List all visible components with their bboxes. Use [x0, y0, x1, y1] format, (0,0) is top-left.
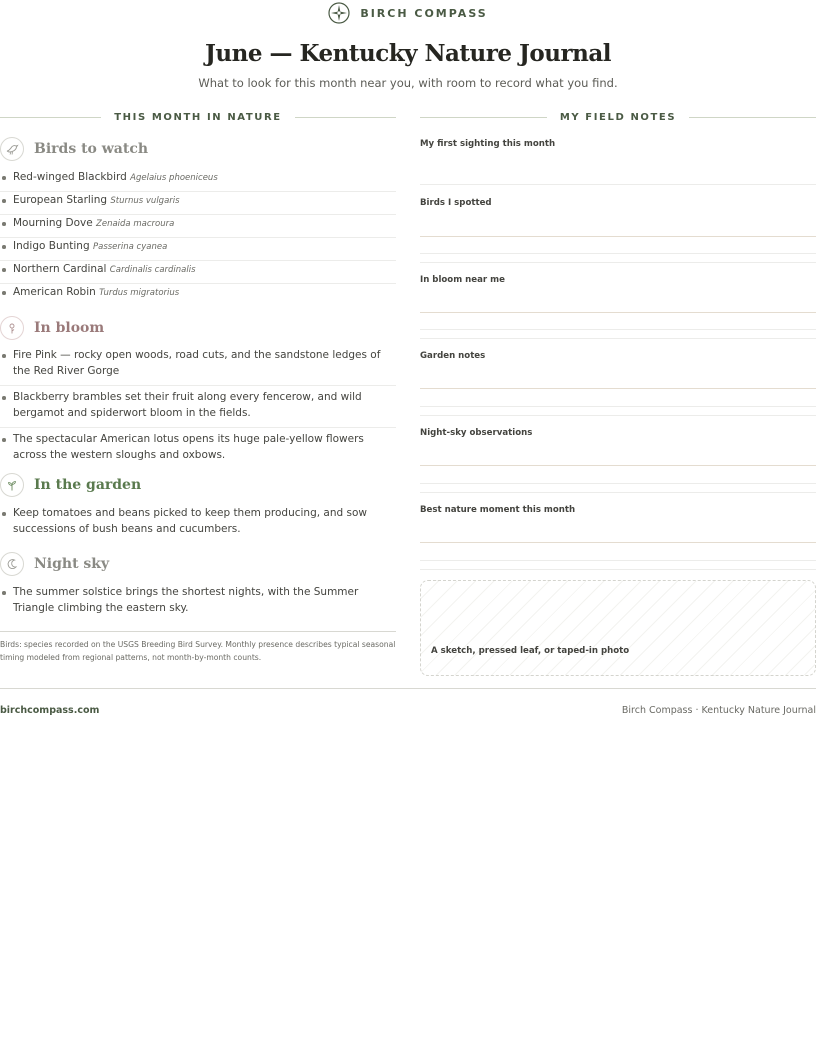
sketch-label: A sketch, pressed leaf, or taped-in photo	[431, 646, 630, 656]
bird-name: Mourning Dove	[13, 217, 93, 229]
field-in-bloom[interactable]	[420, 275, 816, 285]
field-best-moment[interactable]	[420, 505, 816, 515]
scientific-name: Passerina cyanea	[92, 242, 168, 252]
page-title: June — Kentucky Nature Journal	[205, 40, 611, 67]
list-item	[0, 284, 396, 307]
bird-name: Indigo Bunting	[13, 240, 90, 252]
section-bloom-title: In bloom	[34, 320, 105, 336]
scientific-name: Cardinalis cardinalis	[109, 265, 196, 275]
garden-list	[0, 505, 396, 546]
footnote: Birds: species recorded on the USGS Breeding Bird Survey. Monthly presence describes typical seasonal timing modeled from regional patterns, not month-by-month counts.	[0, 631, 396, 664]
write-line[interactable]	[420, 569, 816, 570]
right-column-heading	[420, 110, 816, 124]
footer-link[interactable]: birchcompass.com	[0, 705, 100, 716]
list-item	[0, 192, 396, 215]
moon-icon	[0, 552, 24, 576]
list-item: Blackberry brambles set their fruit along every fencerow, and wild bergamot and spiderwort bloom in the fields.	[0, 389, 396, 428]
field-label: Best nature moment this month	[420, 505, 576, 515]
sketch-box[interactable]	[420, 580, 816, 676]
bird-name: Northern Cardinal	[13, 263, 107, 275]
scientific-name: Zenaida macroura	[96, 219, 175, 229]
write-line[interactable]	[420, 406, 816, 407]
write-line[interactable]	[420, 492, 816, 493]
write-line[interactable]	[420, 184, 816, 185]
list-item	[0, 238, 396, 261]
divider	[420, 117, 547, 118]
left-column-label: THIS MONTH IN NATURE	[114, 111, 282, 123]
write-line[interactable]	[420, 329, 816, 330]
flower-icon	[0, 316, 24, 340]
section-night-title: Night sky	[34, 556, 110, 572]
page-subtitle: What to look for this month near you, with room to record what you find.	[198, 76, 618, 90]
section-garden-header	[0, 473, 141, 497]
bloom-list	[0, 347, 396, 472]
scientific-name: Turdus migratorius	[99, 288, 180, 298]
field-first-sighting[interactable]	[420, 139, 816, 149]
section-birds-title: Birds to watch	[34, 141, 149, 157]
compass-icon	[328, 2, 350, 24]
scientific-name: Sturnus vulgaris	[110, 196, 180, 206]
list-item: Keep tomatoes and beans picked to keep them producing, and sow successions of bush beans and cucumbers.	[0, 505, 396, 543]
scientific-name: Agelaius phoeniceus	[130, 173, 218, 183]
list-item: Fire Pink — rocky open woods, road cuts, and the sandstone ledges of the Red River Gorge	[0, 347, 396, 386]
field-label: Night-sky observations	[420, 428, 533, 438]
write-line[interactable]	[420, 388, 816, 389]
footer-credit: Birch Compass · Kentucky Nature Journal	[621, 705, 816, 716]
write-line[interactable]	[420, 483, 816, 484]
brand-header	[0, 2, 816, 24]
brand-name: BIRCH COMPASS	[360, 6, 488, 20]
field-birds-spotted[interactable]	[420, 198, 816, 208]
sprout-icon	[0, 473, 24, 497]
section-garden-title: In the garden	[34, 477, 142, 493]
write-line[interactable]	[420, 338, 816, 339]
bird-name: European Starling	[13, 194, 108, 206]
write-line[interactable]	[420, 253, 816, 254]
bird-name: Red-winged Blackbird	[13, 171, 127, 183]
list-item	[0, 169, 396, 192]
list-item	[0, 215, 396, 238]
list-item: The spectacular American lotus opens its huge pale-yellow flowers across the western sloughs and oxbows.	[0, 431, 396, 469]
bird-name: American Robin	[13, 286, 96, 298]
write-line[interactable]	[420, 312, 816, 313]
write-line[interactable]	[420, 542, 816, 543]
write-line[interactable]	[420, 465, 816, 466]
field-garden-notes[interactable]	[420, 351, 816, 361]
field-label: My first sighting this month	[420, 139, 556, 149]
footer-divider	[0, 688, 816, 689]
divider	[0, 117, 101, 118]
divider	[689, 117, 816, 118]
section-night-header	[0, 552, 109, 576]
write-line[interactable]	[420, 236, 816, 237]
bird-icon	[0, 137, 24, 161]
section-bloom-header	[0, 316, 104, 340]
write-line[interactable]	[420, 415, 816, 416]
field-label: Garden notes	[420, 351, 486, 361]
list-item: The summer solstice brings the shortest nights, with the Summer Triangle climbing the eastern sky.	[0, 584, 396, 622]
night-list	[0, 584, 396, 625]
field-night-sky[interactable]	[420, 428, 816, 438]
section-birds-header	[0, 137, 148, 161]
list-item	[0, 261, 396, 284]
divider	[295, 117, 396, 118]
write-line[interactable]	[420, 262, 816, 263]
field-label: In bloom near me	[420, 275, 505, 285]
left-column-heading	[0, 110, 396, 124]
field-label: Birds I spotted	[420, 198, 492, 208]
birds-list	[0, 169, 396, 307]
right-column-label: MY FIELD NOTES	[559, 111, 677, 123]
write-line[interactable]	[420, 560, 816, 561]
